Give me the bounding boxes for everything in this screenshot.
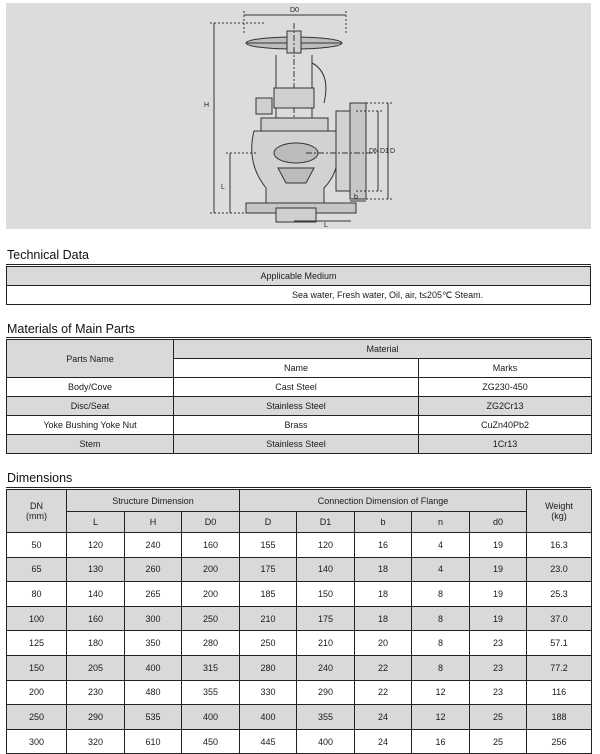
dn-cell: 50 bbox=[7, 533, 67, 558]
d0-flange-cell: 23 bbox=[470, 631, 527, 656]
table-row bbox=[7, 533, 592, 558]
drawing-label-d: D bbox=[390, 148, 396, 155]
drawing-label-l-bottom: L bbox=[324, 222, 328, 229]
col-h: H bbox=[125, 512, 182, 533]
technical-data-table bbox=[6, 266, 591, 305]
d1-cell: 150 bbox=[297, 582, 355, 607]
d0-flange-cell: 19 bbox=[470, 582, 527, 607]
part-cell: Disc/Seat bbox=[7, 397, 174, 416]
dn-unit: (mm) bbox=[26, 511, 47, 521]
d0-flange-cell: 19 bbox=[470, 557, 527, 582]
dn-cell: 250 bbox=[7, 705, 67, 730]
weight-cell: 25.3 bbox=[527, 582, 592, 607]
h-cell: 535 bbox=[125, 705, 182, 730]
n-cell: 8 bbox=[412, 631, 470, 656]
table-row bbox=[7, 378, 592, 397]
medium-value: Sea water, Fresh water, Oil, air, t≤205℃ Steam. bbox=[7, 286, 591, 305]
d-cell: 400 bbox=[240, 705, 297, 730]
d-cell: 250 bbox=[240, 631, 297, 656]
drawing-label-b: b bbox=[354, 194, 358, 201]
weight-cell: 77.2 bbox=[527, 655, 592, 680]
dimensions-heading: Dimensions bbox=[7, 471, 73, 485]
d0-flange-cell: 23 bbox=[470, 680, 527, 705]
h-cell: 265 bbox=[125, 582, 182, 607]
l-cell: 320 bbox=[67, 729, 125, 754]
table-row bbox=[7, 557, 592, 582]
l-cell: 140 bbox=[67, 582, 125, 607]
h-cell: 400 bbox=[125, 655, 182, 680]
d0-flange-cell: 19 bbox=[470, 533, 527, 558]
d1-cell: 175 bbox=[297, 606, 355, 631]
col-d1: D1 bbox=[297, 512, 355, 533]
drawing-label-d0: D0 bbox=[290, 7, 299, 14]
h-cell: 240 bbox=[125, 533, 182, 558]
col-structure: Structure Dimension bbox=[67, 490, 240, 512]
col-marks: Marks bbox=[419, 359, 592, 378]
dn-cell: 100 bbox=[7, 606, 67, 631]
technical-data-heading: Technical Data bbox=[7, 248, 89, 262]
dn-label: DN bbox=[30, 501, 43, 511]
weight-cell: 116 bbox=[527, 680, 592, 705]
marks-cell: ZG2Cr13 bbox=[419, 397, 592, 416]
h-cell: 300 bbox=[125, 606, 182, 631]
dn-cell: 150 bbox=[7, 655, 67, 680]
d1-cell: 240 bbox=[297, 655, 355, 680]
n-cell: 12 bbox=[412, 705, 470, 730]
h-cell: 610 bbox=[125, 729, 182, 754]
weight-unit: (kg) bbox=[551, 511, 567, 521]
d0-flange-cell: 19 bbox=[470, 606, 527, 631]
h-cell: 260 bbox=[125, 557, 182, 582]
n-cell: 12 bbox=[412, 680, 470, 705]
materials-heading: Materials of Main Parts bbox=[7, 322, 135, 336]
l-cell: 120 bbox=[67, 533, 125, 558]
table-row bbox=[7, 416, 592, 435]
drawing-label-d1: D1 bbox=[380, 148, 389, 155]
dimensions-table bbox=[6, 489, 592, 754]
table-row bbox=[7, 606, 592, 631]
col-material: Material bbox=[174, 340, 592, 359]
part-cell: Body/Cove bbox=[7, 378, 174, 397]
drawing-label-dn: DN bbox=[369, 148, 380, 155]
l-cell: 205 bbox=[67, 655, 125, 680]
part-cell: Stem bbox=[7, 435, 174, 454]
d0-structure-cell: 160 bbox=[182, 533, 240, 558]
weight-cell: 16.3 bbox=[527, 533, 592, 558]
section-rule bbox=[6, 264, 591, 265]
marks-cell: CuZn40Pb2 bbox=[419, 416, 592, 435]
table-row bbox=[7, 680, 592, 705]
name-cell: Stainless Steel bbox=[174, 397, 419, 416]
d-cell: 445 bbox=[240, 729, 297, 754]
n-cell: 16 bbox=[412, 729, 470, 754]
weight-cell: 37.0 bbox=[527, 606, 592, 631]
d0-structure-cell: 200 bbox=[182, 582, 240, 607]
d-cell: 280 bbox=[240, 655, 297, 680]
b-cell: 22 bbox=[355, 680, 412, 705]
weight-cell: 256 bbox=[527, 729, 592, 754]
d0-flange-cell: 25 bbox=[470, 705, 527, 730]
d0-structure-cell: 315 bbox=[182, 655, 240, 680]
marks-cell: ZG230-450 bbox=[419, 378, 592, 397]
marks-cell: 1Cr13 bbox=[419, 435, 592, 454]
col-connection: Connection Dimension of Flange bbox=[240, 490, 527, 512]
d1-cell: 120 bbox=[297, 533, 355, 558]
b-cell: 24 bbox=[355, 705, 412, 730]
d1-cell: 290 bbox=[297, 680, 355, 705]
d0-structure-cell: 400 bbox=[182, 705, 240, 730]
n-cell: 8 bbox=[412, 582, 470, 607]
dn-cell: 65 bbox=[7, 557, 67, 582]
table-row bbox=[7, 655, 592, 680]
d0-structure-cell: 355 bbox=[182, 680, 240, 705]
d1-cell: 400 bbox=[297, 729, 355, 754]
col-n: n bbox=[412, 512, 470, 533]
l-cell: 230 bbox=[67, 680, 125, 705]
col-d0-structure: D0 bbox=[182, 512, 240, 533]
weight-label: Weight bbox=[545, 501, 573, 511]
l-cell: 180 bbox=[67, 631, 125, 656]
col-dn bbox=[7, 490, 67, 533]
b-cell: 18 bbox=[355, 557, 412, 582]
col-weight bbox=[527, 490, 592, 533]
table-row bbox=[7, 705, 592, 730]
col-d0-flange: d0 bbox=[470, 512, 527, 533]
b-cell: 20 bbox=[355, 631, 412, 656]
drawing-label-h: H bbox=[204, 102, 210, 109]
col-d: D bbox=[240, 512, 297, 533]
table-row bbox=[7, 397, 592, 416]
b-cell: 16 bbox=[355, 533, 412, 558]
d-cell: 185 bbox=[240, 582, 297, 607]
col-name: Name bbox=[174, 359, 419, 378]
d0-flange-cell: 23 bbox=[470, 655, 527, 680]
part-cell: Yoke Bushing Yoke Nut bbox=[7, 416, 174, 435]
name-cell: Brass bbox=[174, 416, 419, 435]
table-row bbox=[7, 435, 592, 454]
h-cell: 350 bbox=[125, 631, 182, 656]
b-cell: 18 bbox=[355, 582, 412, 607]
d-cell: 175 bbox=[240, 557, 297, 582]
weight-cell: 57.1 bbox=[527, 631, 592, 656]
b-cell: 22 bbox=[355, 655, 412, 680]
n-cell: 4 bbox=[412, 533, 470, 558]
valve-drawing bbox=[6, 3, 591, 229]
d0-structure-cell: 250 bbox=[182, 606, 240, 631]
medium-header: Applicable Medium bbox=[7, 267, 591, 286]
h-cell: 480 bbox=[125, 680, 182, 705]
d1-cell: 140 bbox=[297, 557, 355, 582]
table-row bbox=[7, 729, 592, 754]
name-cell: Cast Steel bbox=[174, 378, 419, 397]
weight-cell: 23.0 bbox=[527, 557, 592, 582]
d0-structure-cell: 200 bbox=[182, 557, 240, 582]
table-row bbox=[7, 631, 592, 656]
d0-flange-cell: 25 bbox=[470, 729, 527, 754]
dn-cell: 300 bbox=[7, 729, 67, 754]
d0-structure-cell: 450 bbox=[182, 729, 240, 754]
col-b: b bbox=[355, 512, 412, 533]
d-cell: 210 bbox=[240, 606, 297, 631]
dn-cell: 200 bbox=[7, 680, 67, 705]
n-cell: 8 bbox=[412, 655, 470, 680]
weight-cell: 188 bbox=[527, 705, 592, 730]
d-cell: 330 bbox=[240, 680, 297, 705]
l-cell: 130 bbox=[67, 557, 125, 582]
n-cell: 8 bbox=[412, 606, 470, 631]
dn-cell: 125 bbox=[7, 631, 67, 656]
d0-structure-cell: 280 bbox=[182, 631, 240, 656]
section-rule bbox=[6, 487, 591, 488]
l-cell: 160 bbox=[67, 606, 125, 631]
b-cell: 24 bbox=[355, 729, 412, 754]
d-cell: 155 bbox=[240, 533, 297, 558]
name-cell: Stainless Steel bbox=[174, 435, 419, 454]
dn-cell: 80 bbox=[7, 582, 67, 607]
l-cell: 290 bbox=[67, 705, 125, 730]
materials-table bbox=[6, 339, 592, 454]
drawing-label-l-left: L bbox=[221, 184, 225, 191]
table-row bbox=[7, 582, 592, 607]
d1-cell: 355 bbox=[297, 705, 355, 730]
d1-cell: 210 bbox=[297, 631, 355, 656]
n-cell: 4 bbox=[412, 557, 470, 582]
col-parts-name: Parts Name bbox=[7, 340, 174, 378]
section-rule bbox=[6, 337, 591, 338]
col-l: L bbox=[67, 512, 125, 533]
b-cell: 18 bbox=[355, 606, 412, 631]
